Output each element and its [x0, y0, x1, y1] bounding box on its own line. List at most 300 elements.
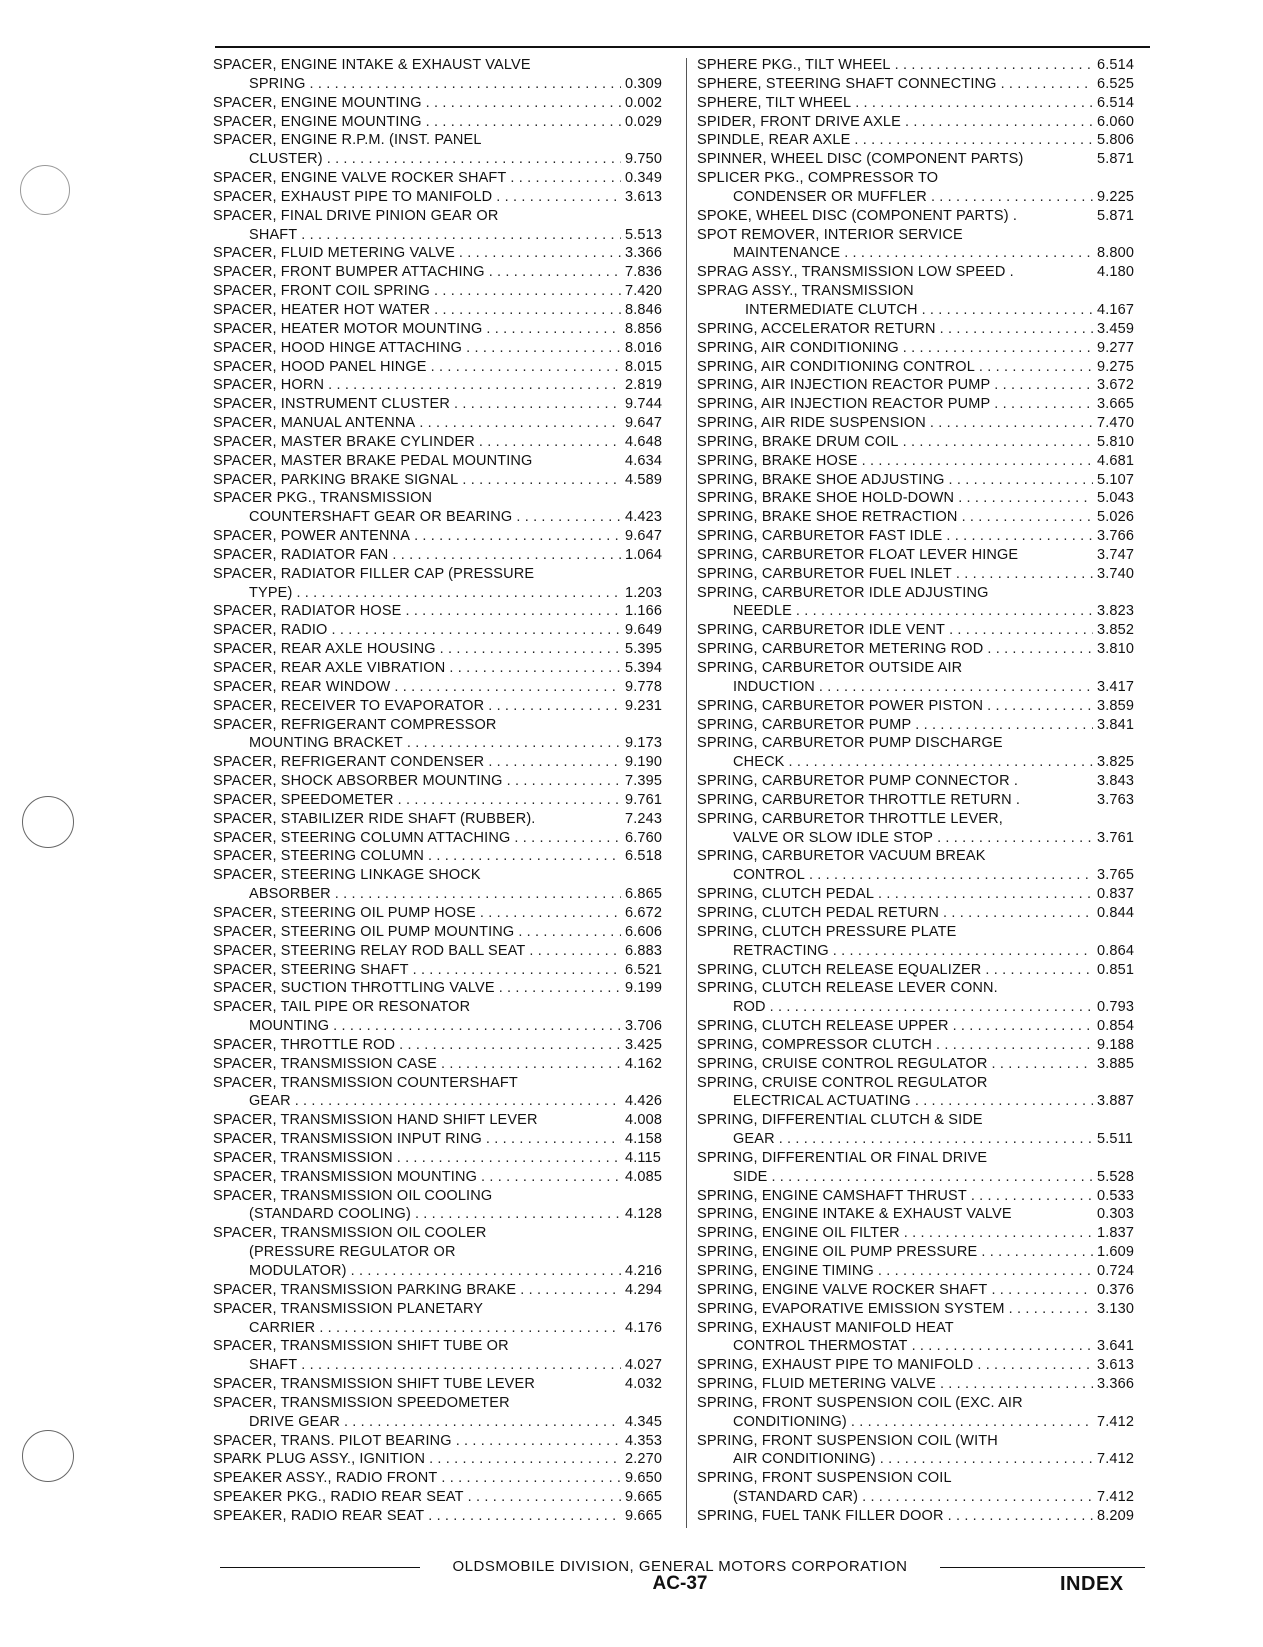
dot-leader [987, 697, 1093, 716]
entry-label: SPACER, TRANSMISSION OIL COOLER [213, 1225, 487, 1242]
entry-page-ref: 7.412 [1097, 1413, 1135, 1430]
entry-label: SPRING, ENGINE VALVE ROCKER SHAFT [697, 1281, 988, 1298]
entry-label: SPRING, ENGINE INTAKE & EXHAUST VALVE [697, 1206, 1012, 1223]
entry-page-ref: 4.008 [625, 1112, 663, 1129]
dot-leader [833, 942, 1093, 961]
entry-label: SPACER, TRANSMISSION MOUNTING [213, 1168, 478, 1185]
entry-page-ref: 0.303 [1097, 1206, 1135, 1223]
entry-page-ref: 4.032 [625, 1376, 663, 1393]
dot-leader [809, 866, 1093, 885]
index-entry [213, 395, 683, 414]
entry-label: SPACER, STEERING COLUMN [213, 848, 425, 865]
index-entry [697, 1413, 1155, 1432]
entry-label: MOUNTING [249, 1018, 330, 1035]
index-entry [697, 301, 1155, 320]
entry-label: SPACER PKG., TRANSMISSION [213, 490, 433, 507]
index-entry [213, 94, 683, 113]
dot-leader [878, 1262, 1093, 1281]
entry-label: SPACER, ENGINE R.P.M. (INST. PANEL [213, 132, 482, 149]
index-entry [697, 602, 1155, 621]
entry-label: SPRING, AIR INJECTION REACTOR PUMP [697, 377, 991, 394]
entry-page-ref: 9.650 [625, 1470, 663, 1487]
entry-page-ref: 3.740 [1097, 565, 1135, 582]
entry-label: SPACER, TRANSMISSION COUNTERSHAFT [213, 1074, 518, 1091]
entry-page-ref: 8.800 [1097, 245, 1135, 262]
entry-label: SPACER, TRANSMISSION HAND SHIFT LEVER [213, 1112, 538, 1129]
entry-label: SPACER, SHOCK ABSORBER MOUNTING [213, 773, 503, 790]
dot-leader [949, 621, 1093, 640]
index-entry [213, 621, 683, 640]
entry-page-ref: 2.819 [625, 377, 663, 394]
entry-page-ref: 3.665 [1097, 396, 1135, 413]
entry-label: SPRING, BRAKE HOSE [697, 452, 858, 469]
entry-label: SPRING, ENGINE OIL PUMP PRESSURE [697, 1244, 978, 1261]
entry-page-ref: 8.856 [625, 320, 663, 337]
index-entry [213, 1337, 683, 1356]
entry-page-ref: 7.470 [1097, 415, 1135, 432]
entry-label: SPRING, CARBURETOR OUTSIDE AIR [697, 660, 963, 676]
index-entry [697, 1111, 1155, 1130]
entry-label: SPEAKER, RADIO REAR SEAT [213, 1507, 425, 1524]
entry-page-ref: 7.243 [625, 810, 663, 827]
entry-label: SPEAKER PKG., RADIO REAR SEAT [213, 1489, 464, 1506]
entry-label: SPACER, ENGINE MOUNTING [213, 94, 422, 111]
entry-label: SPRING, CARBURETOR THROTTLE RETURN . [697, 791, 1021, 808]
index-entry [213, 1243, 683, 1262]
dot-leader [895, 56, 1093, 75]
dot-leader [862, 452, 1093, 471]
entry-page-ref: 9.277 [1097, 339, 1135, 356]
index-entry [697, 150, 1155, 169]
entry-page-ref: 6.865 [625, 886, 663, 903]
entry-page-ref: 3.841 [1097, 716, 1135, 733]
entry-page-ref: 3.366 [1097, 1376, 1135, 1393]
entry-page-ref: 6.060 [1097, 113, 1135, 130]
entry-label: SPRAG ASSY., TRANSMISSION LOW SPEED . [697, 264, 1014, 281]
dot-leader [1001, 75, 1093, 94]
entry-page-ref: 3.823 [1097, 603, 1135, 620]
dot-leader [459, 244, 621, 263]
index-entry [697, 584, 1155, 603]
index-entry [697, 791, 1155, 810]
entry-label: SPRING, CARBURETOR VACUUM BREAK [697, 848, 986, 865]
entry-page-ref: 4.158 [625, 1131, 663, 1148]
index-entry [213, 527, 683, 546]
entry-label: SPRING, CARBURETOR FLOAT LEVER HINGE [697, 546, 1019, 563]
entry-page-ref: 6.760 [625, 829, 663, 846]
entry-label: (STANDARD CAR) [733, 1489, 859, 1506]
entry-label: SPOT REMOVER, INTERIOR SERVICE [697, 226, 963, 243]
index-entry [697, 188, 1155, 207]
entry-page-ref: 0.854 [1097, 1018, 1135, 1035]
entry-label: SPACER, SUCTION THROTTLING VALVE [213, 980, 495, 997]
dot-leader [789, 753, 1093, 772]
entry-label: SPACER, MASTER BRAKE PEDAL MOUNTING [213, 452, 533, 469]
dot-leader [962, 508, 1093, 527]
entry-page-ref: 3.843 [1097, 773, 1135, 790]
entry-page-ref: 4.180 [1097, 264, 1135, 281]
dot-leader [940, 320, 1093, 339]
index-entry [213, 263, 683, 282]
entry-label: SPACER, EXHAUST PIPE TO MANIFOLD [213, 188, 493, 205]
entry-page-ref: 3.761 [1097, 829, 1135, 846]
dot-leader [516, 508, 621, 527]
entry-label: SPACER, ENGINE VALVE ROCKER SHAFT [213, 170, 507, 187]
index-entry [697, 1450, 1155, 1469]
dot-leader [496, 188, 621, 207]
index-entry [697, 1375, 1155, 1394]
index-entry [697, 1017, 1155, 1036]
entry-page-ref: 5.528 [1097, 1168, 1135, 1185]
entry-page-ref: 3.859 [1097, 697, 1135, 714]
entry-page-ref: 5.806 [1097, 132, 1135, 149]
index-column-right [697, 56, 1155, 1526]
index-entry [213, 471, 683, 490]
entry-label: SPRING, ENGINE OIL FILTER [697, 1225, 900, 1242]
index-entry [213, 1507, 683, 1526]
entry-label: SPRING, ENGINE TIMING [697, 1263, 874, 1279]
dot-leader [992, 1055, 1093, 1074]
page-number: AC-37 [652, 1573, 708, 1594]
index-entry [213, 829, 683, 848]
entry-label: SPACER, STEERING OIL PUMP HOSE [213, 904, 476, 921]
dot-leader [903, 433, 1093, 452]
dot-leader [499, 979, 621, 998]
dot-leader [428, 1507, 621, 1526]
entry-label: SPACER, REAR WINDOW [213, 678, 391, 695]
dot-leader [819, 678, 1093, 697]
entry-label: SPRING, CRUISE CONTROL REGULATOR [697, 1055, 988, 1072]
dot-leader [862, 1488, 1093, 1507]
entry-label: SPRING, FRONT SUSPENSION COIL [697, 1470, 952, 1487]
entry-page-ref: 3.130 [1097, 1300, 1135, 1317]
entry-page-ref: 3.887 [1097, 1093, 1135, 1110]
entry-page-ref: 7.420 [625, 283, 663, 300]
entry-label: SPRING, CARBURETOR THROTTLE LEVER, [697, 810, 1003, 827]
entry-page-ref: 5.395 [625, 641, 663, 658]
entry-page-ref: 9.188 [1097, 1036, 1135, 1053]
dot-leader [407, 734, 621, 753]
entry-page-ref: 0.002 [625, 94, 663, 111]
index-entry [213, 640, 683, 659]
entry-label: SPRING, FLUID METERING VALVE [697, 1376, 936, 1393]
dot-leader [413, 961, 621, 980]
dot-leader [434, 282, 621, 301]
index-entry [213, 169, 683, 188]
index-entry [213, 734, 683, 753]
dot-leader [480, 904, 621, 923]
entry-page-ref: 3.810 [1097, 641, 1135, 658]
index-entry [697, 810, 1155, 829]
index-entry [213, 602, 683, 621]
entry-label: SPEAKER ASSY., RADIO FRONT [213, 1470, 438, 1487]
entry-label: SPACER, STABILIZER RIDE SHAFT (RUBBER). [213, 810, 536, 827]
dot-leader [397, 1149, 621, 1168]
dot-leader [328, 376, 621, 395]
dot-leader [426, 94, 621, 113]
entry-page-ref: 1.203 [625, 584, 663, 601]
dot-leader [449, 659, 621, 678]
column-divider [686, 58, 687, 1528]
index-entry [213, 753, 683, 772]
footer-rule-right [940, 1567, 1145, 1568]
dot-leader [520, 1281, 621, 1300]
dot-leader [912, 1337, 1093, 1356]
index-entry [213, 1224, 683, 1243]
index-entry [213, 1092, 683, 1111]
dot-leader [915, 1092, 1093, 1111]
index-entry [213, 678, 683, 697]
index-entry [213, 1036, 683, 1055]
entry-label: DRIVE GEAR [249, 1413, 340, 1430]
dot-leader [940, 1375, 1093, 1394]
index-entry [213, 339, 683, 358]
entry-page-ref: 4.648 [625, 433, 663, 450]
dot-leader [441, 1055, 621, 1074]
entry-page-ref: 3.425 [625, 1036, 663, 1053]
index-entry [697, 1187, 1155, 1206]
entry-label: SPACER, HOOD HINGE ATTACHING [213, 339, 463, 356]
index-entry [697, 697, 1155, 716]
dot-leader [456, 1432, 621, 1451]
index-entry [697, 1281, 1155, 1300]
entry-page-ref: 6.518 [625, 848, 663, 865]
entry-label: (STANDARD COOLING) [249, 1206, 411, 1223]
entry-label: SPACER, REAR AXLE HOUSING [213, 641, 436, 658]
dot-leader [953, 1017, 1093, 1036]
dot-leader [428, 847, 621, 866]
dot-leader [991, 1281, 1093, 1300]
index-entry [213, 885, 683, 904]
entry-label: SPACER, TRANSMISSION SHIFT TUBE LEVER [213, 1376, 535, 1393]
dot-leader [466, 339, 621, 358]
entry-page-ref: 4.294 [625, 1281, 663, 1298]
dot-leader [301, 226, 621, 245]
entry-page-ref: 4.589 [625, 471, 663, 488]
index-entry [213, 791, 683, 810]
index-column-left [213, 56, 683, 1526]
dot-leader [796, 602, 1093, 621]
entry-label: SPACER, TRANSMISSION PARKING BRAKE [213, 1281, 517, 1298]
dot-leader [514, 829, 621, 848]
entry-page-ref: 3.417 [1097, 678, 1135, 695]
entry-label: SPRING, CLUTCH RELEASE LEVER CONN. [697, 980, 998, 997]
index-entry [697, 452, 1155, 471]
entry-label: SPACER, REFRIGERANT COMPRESSOR [213, 716, 497, 733]
entry-label: COUNTERSHAFT GEAR OR BEARING [249, 509, 513, 526]
entry-page-ref: 6.525 [1097, 75, 1135, 92]
dot-leader [930, 414, 1093, 433]
entry-label: SIDE [733, 1168, 768, 1185]
entry-page-ref: 5.107 [1097, 471, 1135, 488]
entry-label: SPACER, TAIL PIPE OR RESONATOR [213, 999, 471, 1016]
entry-label: CHECK [733, 754, 785, 771]
index-entry [213, 207, 683, 226]
dot-leader [931, 188, 1093, 207]
dot-leader [779, 1130, 1093, 1149]
entry-label: SPRING, CARBURETOR PUMP [697, 716, 912, 733]
index-entry [213, 998, 683, 1017]
entry-page-ref: 4.162 [625, 1055, 663, 1072]
dot-leader [486, 320, 621, 339]
index-entry [697, 414, 1155, 433]
entry-page-ref: 4.423 [625, 509, 663, 526]
entry-page-ref: 3.885 [1097, 1055, 1135, 1072]
index-entry [697, 678, 1155, 697]
index-entry [213, 1413, 683, 1432]
entry-label: SPRING, EXHAUST PIPE TO MANIFOLD [697, 1357, 974, 1374]
index-entry [213, 810, 683, 829]
index-entry [697, 207, 1155, 226]
dot-leader [454, 395, 621, 414]
index-entry [213, 847, 683, 866]
entry-label: SPACER, HEATER MOTOR MOUNTING [213, 320, 483, 337]
entry-page-ref: 6.514 [1097, 57, 1135, 73]
entry-page-ref: 3.747 [1097, 546, 1135, 563]
entry-label: SPIDER, FRONT DRIVE AXLE [697, 113, 901, 130]
entry-page-ref: 4.085 [625, 1168, 663, 1185]
entry-label: SPACER, RADIATOR FAN [213, 546, 389, 563]
dot-leader [854, 131, 1093, 150]
dot-leader [310, 75, 622, 94]
entry-page-ref: 0.533 [1097, 1187, 1135, 1204]
index-entry [697, 339, 1155, 358]
index-entry [697, 942, 1155, 961]
entry-label: SPINDLE, REAR AXLE [697, 132, 851, 149]
entry-page-ref: 1.064 [625, 546, 663, 563]
entry-page-ref: 8.015 [625, 358, 663, 375]
entry-label: NEEDLE [733, 603, 792, 620]
entry-label: AIR CONDITIONING) [733, 1451, 876, 1468]
footer-organization: OLDSMOBILE DIVISION, GENERAL MOTORS CORPORATION [452, 1558, 908, 1575]
binder-hole-icon [22, 1430, 74, 1482]
dot-leader [949, 471, 1093, 490]
entry-label: SPACER, THROTTLE ROD [213, 1036, 396, 1053]
dot-leader [905, 113, 1093, 132]
index-entry [697, 169, 1155, 188]
entry-page-ref: 3.852 [1097, 622, 1135, 639]
entry-label: SPRING, BRAKE SHOE RETRACTION [697, 509, 958, 526]
entry-label: SPRING, CARBURETOR PUMP CONNECTOR . [697, 773, 1019, 790]
index-entry [697, 376, 1155, 395]
entry-page-ref: 4.167 [1097, 301, 1135, 318]
entry-label: SPACER, PARKING BRAKE SIGNAL [213, 471, 459, 488]
entry-label: CONTROL THERMOSTAT [733, 1338, 908, 1355]
index-entry [697, 847, 1155, 866]
entry-page-ref: 1.609 [1097, 1244, 1135, 1261]
entry-label: SPHERE, TILT WHEEL [697, 94, 852, 111]
entry-label: SPRING, ACCELERATOR RETURN [697, 320, 936, 337]
entry-page-ref: 4.634 [625, 452, 663, 469]
index-entry [213, 1187, 683, 1206]
dot-leader [488, 753, 621, 772]
index-entry [213, 546, 683, 565]
index-entry [697, 75, 1155, 94]
entry-label: ABSORBER [249, 886, 331, 903]
dot-leader [936, 1036, 1093, 1055]
entry-page-ref: 4.216 [625, 1263, 663, 1279]
entry-label: CONTROL [733, 867, 805, 884]
entry-page-ref: 5.026 [1097, 509, 1135, 526]
index-entry [697, 734, 1155, 753]
entry-page-ref: 9.647 [625, 528, 663, 545]
dot-leader [994, 376, 1093, 395]
dot-leader [479, 433, 621, 452]
index-entry [697, 1394, 1155, 1413]
entry-label: SPACER, SPEEDOMETER [213, 791, 394, 808]
entry-page-ref: 7.836 [625, 264, 663, 281]
index-entry [697, 1168, 1155, 1187]
entry-label: SPACER, FINAL DRIVE PINION GEAR OR [213, 207, 499, 224]
index-entry [213, 1111, 683, 1130]
entry-page-ref: 3.459 [1097, 320, 1135, 337]
entry-label: GEAR [249, 1093, 291, 1110]
entry-label: ROD [733, 999, 766, 1016]
entry-label: SPRING, BRAKE DRUM COIL [697, 433, 899, 450]
entry-page-ref: 0.349 [625, 170, 663, 187]
index-entry [213, 1450, 683, 1469]
entry-page-ref: 3.366 [625, 245, 663, 262]
dot-leader [394, 678, 621, 697]
entry-label: SPRING, FRONT SUSPENSION COIL (EXC. AIR [697, 1394, 1023, 1411]
index-entry [213, 923, 683, 942]
index-entry [213, 866, 683, 885]
index-entry [697, 1243, 1155, 1262]
entry-label: SPRING, CRUISE CONTROL REGULATOR [697, 1074, 988, 1091]
entry-label: (PRESSURE REGULATOR OR [249, 1244, 456, 1261]
dot-leader [922, 301, 1093, 320]
dot-leader [946, 527, 1093, 546]
entry-label: SPACER, ENGINE MOUNTING [213, 113, 422, 130]
entry-page-ref: 6.514 [1097, 94, 1135, 111]
entry-label: SPRAG ASSY., TRANSMISSION [697, 283, 914, 300]
entry-page-ref: 9.750 [625, 151, 663, 168]
index-entry [213, 772, 683, 791]
dot-leader [979, 358, 1093, 377]
index-entry [697, 471, 1155, 490]
entry-page-ref: 0.844 [1097, 904, 1135, 921]
index-entry [213, 1356, 683, 1375]
entry-page-ref: 9.665 [625, 1489, 663, 1506]
dot-leader [489, 263, 621, 282]
entry-label: SPACER, HOOD PANEL HINGE [213, 358, 427, 375]
index-entry [697, 772, 1155, 791]
entry-page-ref: 8.016 [625, 339, 663, 356]
dot-leader [419, 414, 621, 433]
dot-leader [331, 621, 621, 640]
entry-page-ref: 4.681 [1097, 452, 1135, 469]
index-entry [697, 1507, 1155, 1526]
index-entry [697, 1055, 1155, 1074]
entry-label: SPRING [249, 75, 306, 92]
entry-label: GEAR [733, 1131, 775, 1148]
index-entry [697, 358, 1155, 377]
index-entry [697, 113, 1155, 132]
entry-page-ref: 0.793 [1097, 999, 1135, 1016]
index-entry [697, 282, 1155, 301]
entry-page-ref: 9.199 [625, 980, 663, 997]
entry-page-ref: 0.851 [1097, 961, 1135, 978]
entry-label: INDUCTION [733, 678, 815, 695]
index-entry [697, 56, 1155, 75]
index-entry [213, 584, 683, 603]
index-entry [213, 320, 683, 339]
entry-page-ref: 8.209 [1097, 1507, 1135, 1524]
entry-label: TYPE) [249, 584, 293, 601]
dot-leader [344, 1413, 621, 1432]
entry-page-ref: 3.613 [1097, 1357, 1135, 1374]
index-entry [213, 376, 683, 395]
